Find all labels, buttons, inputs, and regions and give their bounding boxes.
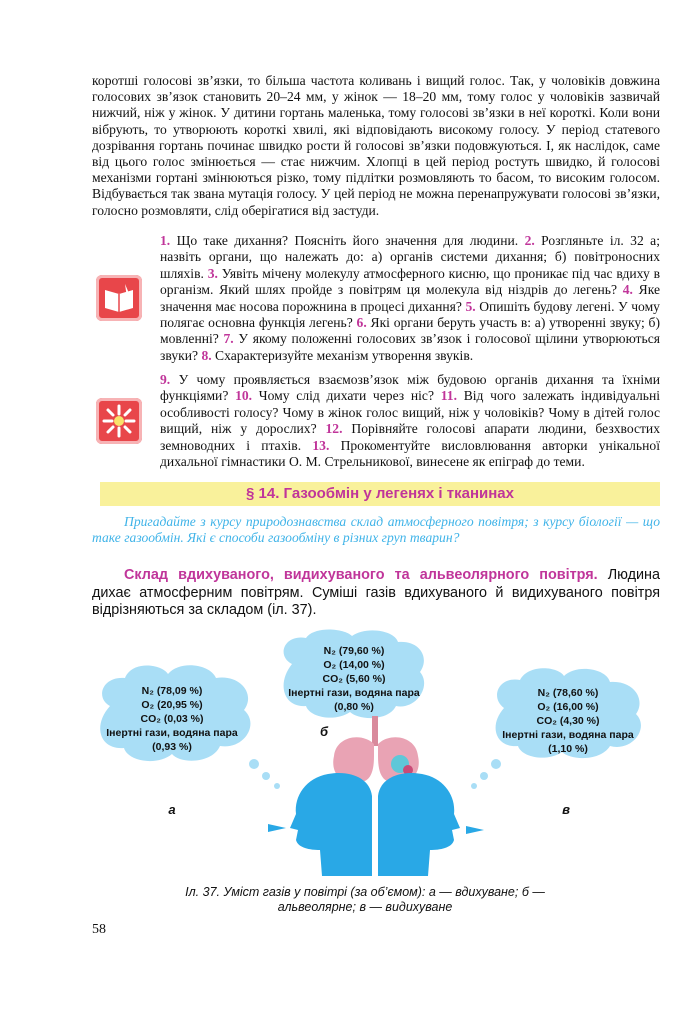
question-8-text: Схарактеризуйте механізм утворення звуків. <box>211 347 474 363</box>
section-subheading: Склад вдихуваного, видихуваного та альвеолярного повітря. <box>124 567 598 583</box>
cloud-c-label: в <box>562 802 570 817</box>
cloud-c-n2: N₂ (78,60 %) <box>537 687 599 699</box>
questions-group-1 <box>160 233 660 364</box>
gas-composition-figure <box>80 628 670 878</box>
page-number: 58 <box>92 922 106 937</box>
cloud-c-co2: CO₂ (4,30 %) <box>536 715 600 727</box>
question-10-text: Чому слід дихати через ніс? <box>252 388 441 404</box>
book-icon <box>96 275 142 321</box>
cloud-b <box>284 630 425 740</box>
cloud-b-co2: CO₂ (5,60 %) <box>322 673 386 685</box>
cloud-c-o2: O₂ (16,00 %) <box>537 701 599 713</box>
question-3-num: 3. <box>207 265 218 281</box>
question-11-num: 11. <box>440 388 457 404</box>
recall-prompt: Пригадайте з курсу природознавства склад атмосферного повітря; з курсу біології — що таке газообмін. Які є способи газообміну в різних груп тварин? <box>92 514 660 546</box>
question-11-text: Від чого залежать індивідуальні особливості голосу? Чому в жінок голос вищий, ніж у чоловіків? Чому в дітей голос вищий, ніж у дорослих? <box>160 388 660 437</box>
question-2-num: 2. <box>524 233 535 248</box>
question-9-text: У чому проявляється взаємозв’язок між будовою органів дихання та їхніми функціями? <box>160 372 660 404</box>
question-5-num: 5. <box>465 298 476 314</box>
question-4-text: Яке значення має носова порожнина в процесі дихання? <box>160 282 660 314</box>
question-10-num: 10. <box>235 388 253 404</box>
section-paragraph <box>92 567 660 620</box>
cloud-b-inert: (0,80 %) <box>334 701 374 713</box>
section-heading: § 14. Газообмін у легенях і тканинах <box>100 482 660 506</box>
burst-icon <box>96 398 142 444</box>
lungs-illustration <box>333 716 419 783</box>
intro-paragraph: коротші голосові зв’язки, то більша частота коливань і вищий голос. Так, у чоловіків довжина голосових зв’язок становить 20–24 мм, у жінок — 18–20 мм, тому голос у чоловіків зазвичай нижчий, ніж у жінок. У дитини гортань маленька, тому голосові зв’язки в неї короткі. Коли вони вібрують, то утворюють короткі хвилі, які відповідають високому голосу. У період статевого дозрівання гортань починає швидко рости й голосові зв’язки подовжуються. І, як наслідок, саме від цього голос змінюється — стає нижчим. Хлопці в цей період ростуть швидко, й голосові механізми гортані змінюються різко, тому підлітки розмовляють то басом, то високим голосом. Відбувається так звана мутація голосу. У цей період не можна перенапружувати голосові зв’язки, голосно розмовляти, слід оберігатися від застуди. <box>92 73 660 218</box>
questions-group-2 <box>160 372 660 470</box>
cloud-a-label: а <box>168 802 176 817</box>
question-5-text: Опишіть будову легені. У чому полягає основна функція легень? <box>160 298 660 331</box>
cloud-a-inert-label: Інертні гази, водяна пара <box>106 727 238 739</box>
cloud-b-inert-label: Інертні гази, водяна пара <box>288 687 420 699</box>
cloud-c-inert: (1,10 %) <box>548 743 588 755</box>
question-9-num: 9. <box>160 372 171 387</box>
question-12-text: Порівняйте голосові апарати людини, безхвостих земноводних і птахів. <box>160 421 661 453</box>
question-7-text: У якому положенні голосових зв’язок і голосової щілини утворюються звуки? <box>160 331 660 363</box>
question-4-num: 4. <box>622 282 633 298</box>
question-6-num: 6. <box>356 315 367 331</box>
figure-caption: Іл. 37. Уміст газів у повітрі (за об’ємом): а — вдихуване; б — альвеолярне; в — видихуване <box>185 885 545 914</box>
cloud-c <box>471 668 641 817</box>
heads-silhouette <box>290 773 460 876</box>
question-7-num: 7. <box>223 331 234 347</box>
cloud-b-label: б <box>319 724 329 739</box>
cloud-a-o2: O₂ (20,95 %) <box>141 699 203 711</box>
cloud-b-n2: N₂ (79,60 %) <box>323 645 385 657</box>
question-3-text: Уявіть мічену молекулу атмосферного кисню, що проникає під час вдиху в організм. Який шлях пройде з повітрям ця молекула від ніздрів до легень? <box>160 265 660 298</box>
question-8-num: 8. <box>201 347 212 363</box>
cloud-a <box>100 665 280 817</box>
question-2-text: Розгляньте іл. 32 а; назвіть органи, що належать до: а) органів системи дихання; б) повітроносних шляхів. <box>160 233 660 281</box>
question-12-num: 12. <box>325 421 343 437</box>
question-6-text: Які органи беруть участь в: а) утворенні звуку; б) мовленні? <box>160 315 660 347</box>
cloud-b-o2: O₂ (14,00 %) <box>323 659 385 671</box>
cloud-a-co2: CO₂ (0,03 %) <box>140 713 204 725</box>
section-text: Людина дихає атмосферним повітрям. Суміші газів вдихуваного й видихуваного повітря відрізняються за складом (іл. 37). <box>92 567 660 618</box>
cloud-c-inert-label: Інертні гази, водяна пара <box>502 729 634 741</box>
question-1-num: 1. <box>160 233 171 248</box>
cloud-a-inert: (0,93 %) <box>152 741 192 753</box>
question-13-text: Прокоментуйте висловлювання авторки унікальної дихальної гімнастики О. М. Стрельникової, винесене як епіграф до теми. <box>160 437 660 470</box>
cloud-a-n2: N₂ (78,09 %) <box>141 685 203 697</box>
question-13-num: 13. <box>312 437 330 453</box>
question-1-text: Що таке дихання? Поясніть його значення для людини. <box>170 233 525 248</box>
